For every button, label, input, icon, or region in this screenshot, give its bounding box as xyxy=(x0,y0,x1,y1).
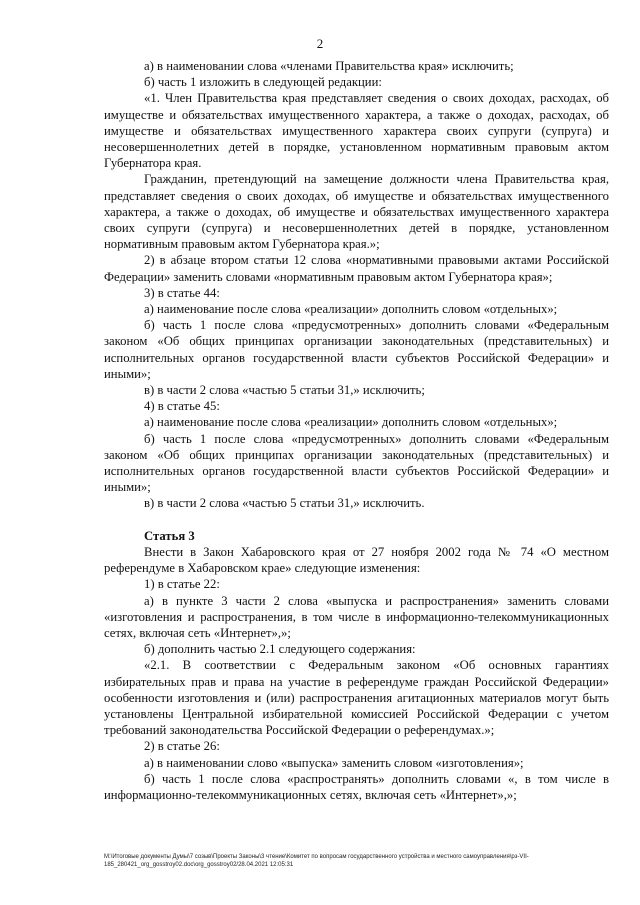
paragraph: а) наименование после слова «реализации» дополнить словом «отдельных»; xyxy=(144,415,558,430)
paragraph: а) в пункте 3 части 2 слова «выпуска и распространения» заменить словами «изготовления и распространения, в том числе в информационно-телекоммуникационных сетях, включая сеть «Интернет»,»; xyxy=(104,593,609,640)
article-heading: Статья 3 xyxy=(144,528,195,543)
paragraph: б) дополнить частью 2.1 следующего содержания: xyxy=(144,642,416,657)
quoted-paragraph: Гражданин, претендующий на замещение должности члена Правительства края, представляет сведения о своих доходах, об имуществе и обязательствах имущественного характера, а также о доходах, об имуществе и обязательствах имущественного характера своих супруги (супруга) и несовершеннолетних детей в порядке, установленном нормативным правовым актом Губернатора края.»; xyxy=(104,172,609,252)
paragraph: Внести в Закон Хабаровского края от 27 ноября 2002 года № 74 «О местном референдуме в Хабаровском крае» следующие изменения: xyxy=(104,544,609,576)
quoted-paragraph: «2.1. В соответствии с Федеральным законом «Об основных гарантиях избирательных прав и права на участие в референдуме граждан Российской Федерации» особенности изготовления и (или) распространения агитационных материалов могут быть установлены Центральной избирательной комиссией Российской Федерации с учетом требований законодательства Российской Федерации о референдумах.»; xyxy=(104,658,609,738)
document-body xyxy=(104,58,609,803)
paragraph: а) в наименовании слова «членами Правительства края» исключить; xyxy=(144,59,514,73)
quoted-paragraph: «1. Член Правительства края представляет сведения о своих доходах, расходах, об имуществе и обязательствах имущественного характера, а также о доходах, расходах, об имуществе и обязательствах имущественного характера своих супруги (супруга) и несовершеннолетних детей в порядке, установленном нормативным правовым актом Губернатора края. xyxy=(104,91,609,171)
section-spacer xyxy=(104,512,609,528)
paragraph: в) в части 2 слова «частью 5 статьи 31,» исключить; xyxy=(144,383,425,398)
paragraph: 1) в статье 22: xyxy=(144,577,220,592)
paragraph: б) часть 1 после слова «предусмотренных» дополнить словами «Федеральным законом «Об общих принципах организации законодательных (представительных) и исполнительных органов государственной власти субъектов Российской Федерации» и иными»; xyxy=(104,431,609,495)
paragraph: б) часть 1 после слова «распространять» дополнить словами «, в том числе в информационно-телекоммуникационных сетях, включая сеть «Интернет»,»; xyxy=(104,771,609,802)
paragraph: б) часть 1 изложить в следующей редакции: xyxy=(144,75,382,90)
paragraph: 4) в статье 45: xyxy=(144,399,220,414)
paragraph: а) наименование после слова «реализации» дополнить словом «отдельных»; xyxy=(144,302,558,317)
paragraph: 3) в статье 44: xyxy=(144,285,220,300)
footer-line: 185_280421_org_gosstroy02.doc\org_gosstroy02/28.04.2021 12:05:31 xyxy=(104,862,294,868)
paragraph: б) часть 1 после слова «предусмотренных» дополнить словами «Федеральным законом «Об общих принципах организации законодательных (представительных) и исполнительных органов государственной власти субъектов Российской Федерации» и иными»; xyxy=(104,318,609,381)
footer-line: M:\Итоговые документы Думы\7 созыв\Проекты Законы\3 чтение\Комитет по вопросам государственного устройства и местного самоуправления\рз-VII- xyxy=(104,854,529,860)
page-number: 2 xyxy=(316,36,324,51)
paragraph: 2) в статье 26: xyxy=(144,739,220,754)
file-path-footer xyxy=(104,853,624,869)
paragraph: в) в части 2 слова «частью 5 статьи 31,» исключить. xyxy=(144,496,425,511)
paragraph: 2) в абзаце втором статьи 12 слова «нормативными правовыми актами Российской Федерации» заменить словами «нормативным правовым актом Губернатора края»; xyxy=(104,253,609,284)
paragraph: а) в наименовании слово «выпуска» заменить словом «изготовления»; xyxy=(144,755,524,770)
